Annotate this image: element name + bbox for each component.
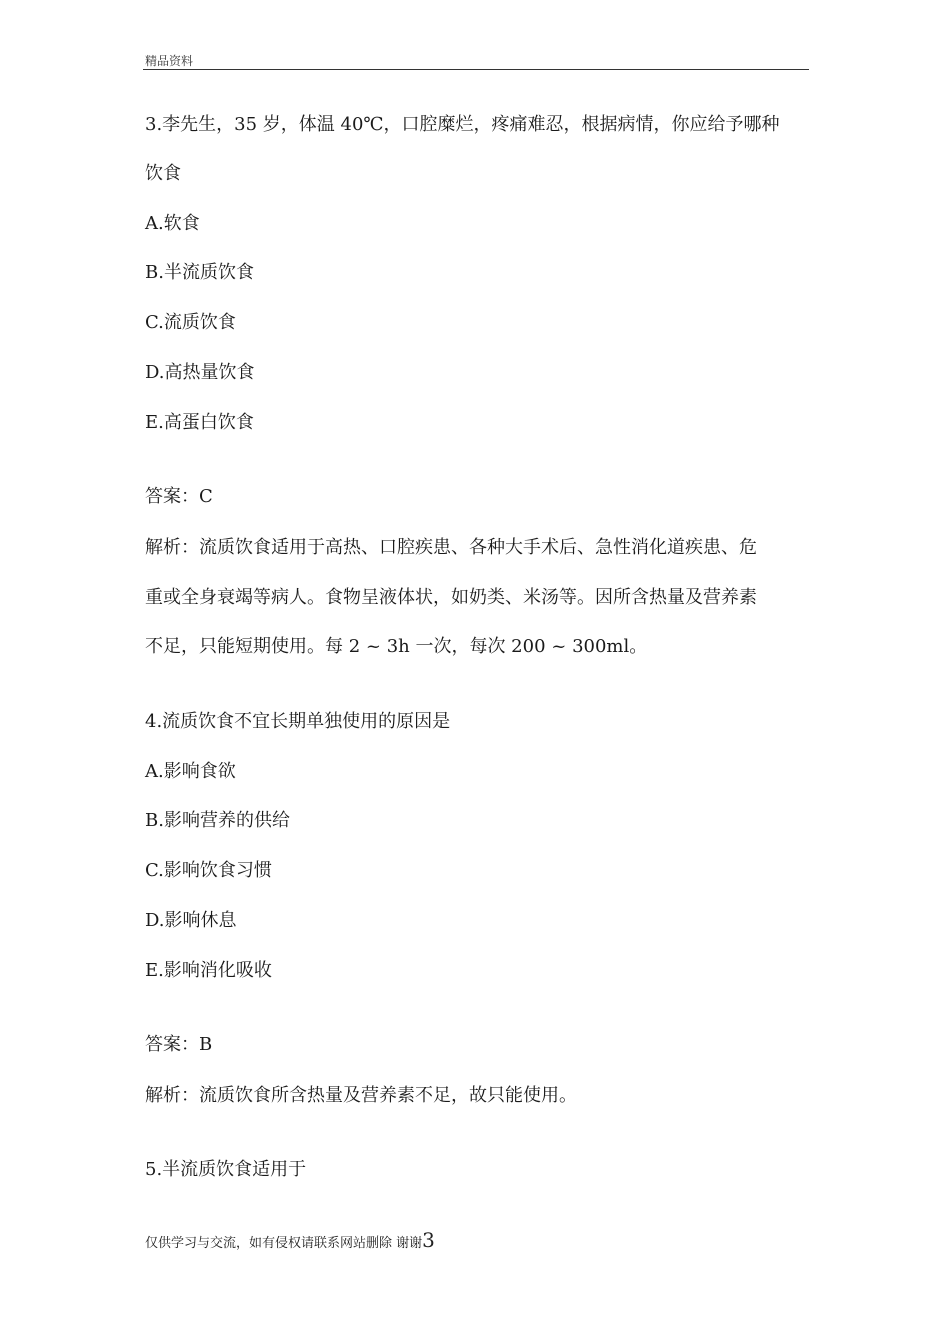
question-3-option-a: A.软食: [145, 213, 200, 234]
question-4-option-a: A.影响食欲: [145, 761, 236, 782]
question-4-answer: 答案：B: [145, 1034, 213, 1055]
question-4-option-c: C.影响饮食习惯: [145, 860, 272, 881]
page-header: 精品资料: [145, 54, 194, 68]
question-4-option-d: D.影响休息: [145, 910, 237, 931]
question-3-option-d: D.高热量饮食: [145, 362, 255, 383]
question-3-stem-line2: 饮食: [145, 163, 181, 184]
question-4-stem: 4.流质饮食不宜长期单独使用的原因是: [145, 711, 451, 732]
question-3-explanation-line1: 解析：流质饮食适用于高热、口腔疾患、各种大手术后、急性消化道疾患、危: [145, 537, 757, 558]
page-number: 3: [422, 1228, 435, 1252]
page-footer: [145, 1228, 435, 1252]
question-4-option-b: B.影响营养的供给: [145, 810, 290, 831]
question-5-stem: 5.半流质饮食适用于: [145, 1159, 307, 1180]
question-3-option-c: C.流质饮食: [145, 312, 236, 333]
question-3-answer: 答案：C: [145, 486, 213, 507]
question-3-option-b: B.半流质饮食: [145, 262, 254, 283]
footer-notice: 仅供学习与交流，如有侵权请联系网站删除 谢谢: [145, 1236, 423, 1251]
question-3-option-e: E.高蛋白饮食: [145, 412, 254, 433]
question-3-explanation-line3: 不足，只能短期使用。每 2 ~ 3h 一次，每次 200 ~ 300ml。: [145, 636, 648, 657]
header-divider: [143, 69, 809, 70]
question-4-explanation: 解析：流质饮食所含热量及营养素不足，故只能使用。: [145, 1085, 577, 1106]
question-4-option-e: E.影响消化吸收: [145, 960, 272, 981]
question-3-stem-line1: 3.李先生，35 岁，体温 40℃，口腔糜烂，疼痛难忍，根据病情，你应给予哪种: [145, 114, 780, 135]
question-3-explanation-line2: 重或全身衰竭等病人。食物呈液体状，如奶类、米汤等。因所含热量及营养素: [145, 587, 757, 608]
